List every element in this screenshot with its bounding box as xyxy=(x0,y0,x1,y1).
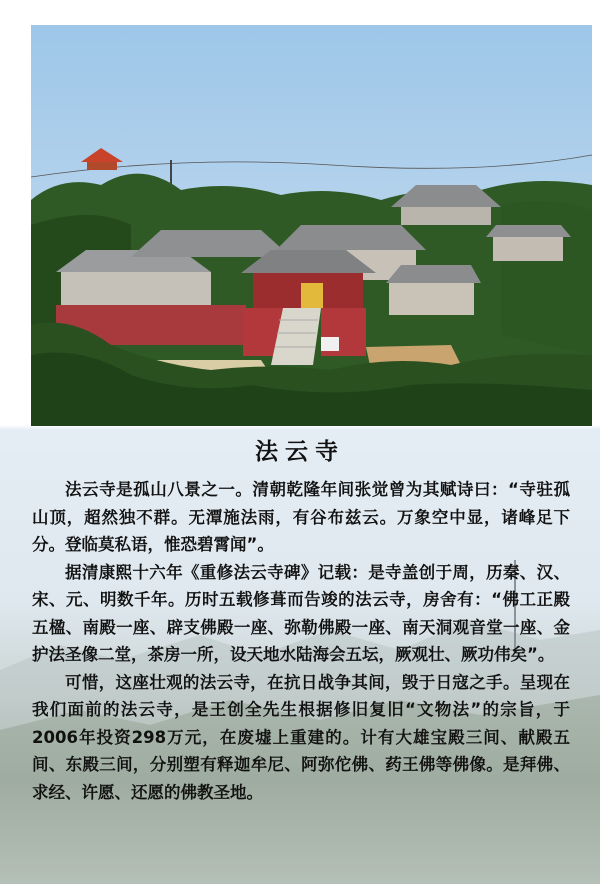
page-title: 法云寺 xyxy=(255,439,345,465)
article-body xyxy=(32,476,587,806)
temple-photo xyxy=(31,25,592,426)
paragraph: 据清康熙十六年《重修法云寺碑》记载：是寺盖创于周，历秦、汉、宋、元、明数千年。历时五载修葺而告竣的法云寺，房舍有：“佛工正殿五楹、南殿一座、辟支佛殿一座、弥勒佛殿一座、南天洞观音堂一座、金 护法圣像二堂，茶房一所，设天地水陆海会五坛，厥观壮、厥功伟矣”。 xyxy=(32,562,587,664)
paragraph: 法云寺是孤山八景之一。清朝乾隆年间张觉曾为其赋诗曰：“寺驻孤山顶，超然独不群。无潭施法雨，有谷布兹云。万象空中显，诸峰足下分。登临莫私语，惟恐碧霄闻”。 xyxy=(32,480,570,554)
paragraph: 可惜，这座壮观的法云寺，在抗日战争其间，毁于日寇之手。呈现在我们面前的法云寺，是王创全先生根据修旧复旧“文物法”的宗旨，于2006年投资298万元，在废墟上重建的。计有大雄宝殿三间、献殿五间、东殿三间，分别塑有释迦牟尼、阿弥佗佛、药王佛等佛像。是拜佛、求经、许愿、还愿的佛教圣地。 xyxy=(32,672,570,802)
